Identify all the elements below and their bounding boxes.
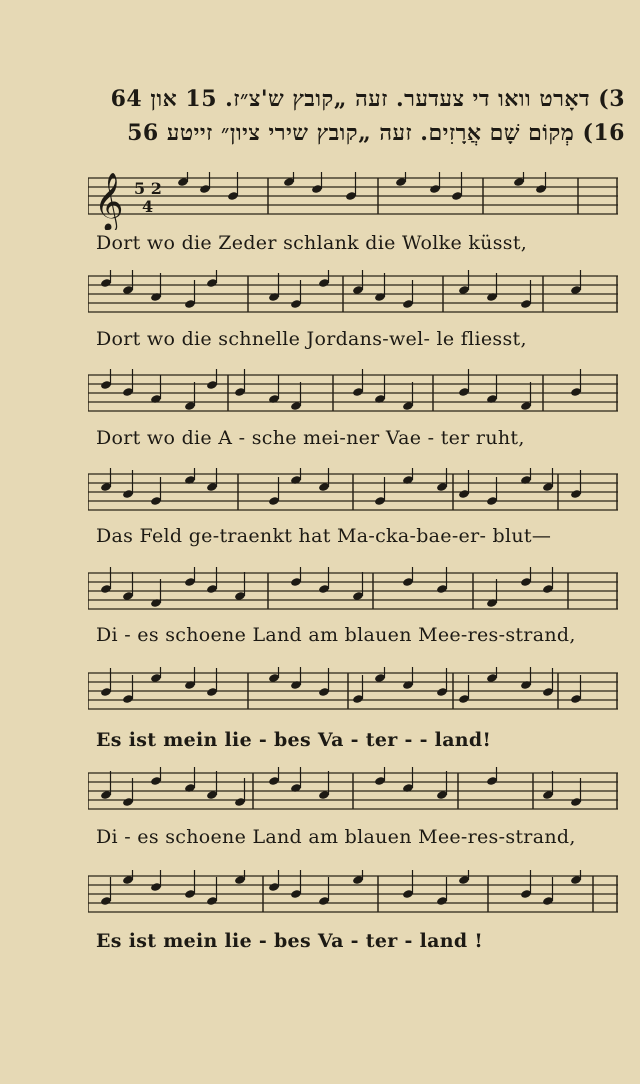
music-staff-4 [88,466,618,526]
staff-drawing [88,565,618,625]
staff-drawing [88,868,618,928]
lyric-line-8: Es ist mein lie - bes Va - ter - land ! [96,930,483,952]
time-signature-lower: 4 [142,197,154,216]
staff-drawing [88,268,618,328]
music-staff-6 [88,665,618,725]
music-staff-2 [88,268,618,328]
music-staff-5 [88,565,618,625]
music-staff-7 [88,765,618,825]
staff-drawing [88,170,618,230]
lyric-line-7: Di - es schoene Land am blauen Mee-res-strand, [96,826,576,848]
lyric-line-2: Dort wo die schnelle Jordans-wel- le fliesst, [96,328,527,350]
music-staff-1 [88,170,618,230]
staff-drawing [88,765,618,825]
hebrew-reference-line-1: 3) דאָרט וואו די צעדער. זעה „קובץ ש'צ״ז. 15 און 64 [110,86,625,112]
music-staff-8 [88,868,618,928]
staff-drawing [88,665,618,725]
music-staff-3 [88,367,618,427]
lyric-line-1: Dort wo die Zeder schlank die Wolke küsst, [96,232,528,254]
time-signature: 5 2 [134,179,162,198]
lyric-line-3: Dort wo die A - sche mei-ner Vae - ter ruht, [96,427,525,449]
staff-drawing [88,466,618,526]
lyric-line-6: Es ist mein lie - bes Va - ter - - land! [96,729,492,751]
hebrew-reference-line-2: 16) מְקוֹם שָׁם אֲרָזִים. זעה „קובץ שירי ציון״ זייטע 56 [127,120,625,146]
treble-clef-icon: 𝄞 [94,172,124,230]
staff-drawing [88,367,618,427]
lyric-line-5: Di - es schoene Land am blauen Mee-res-strand, [96,624,576,646]
lyric-line-4: Das Feld ge-traenkt hat Ma-cka-bae-er- blut— [96,525,552,547]
